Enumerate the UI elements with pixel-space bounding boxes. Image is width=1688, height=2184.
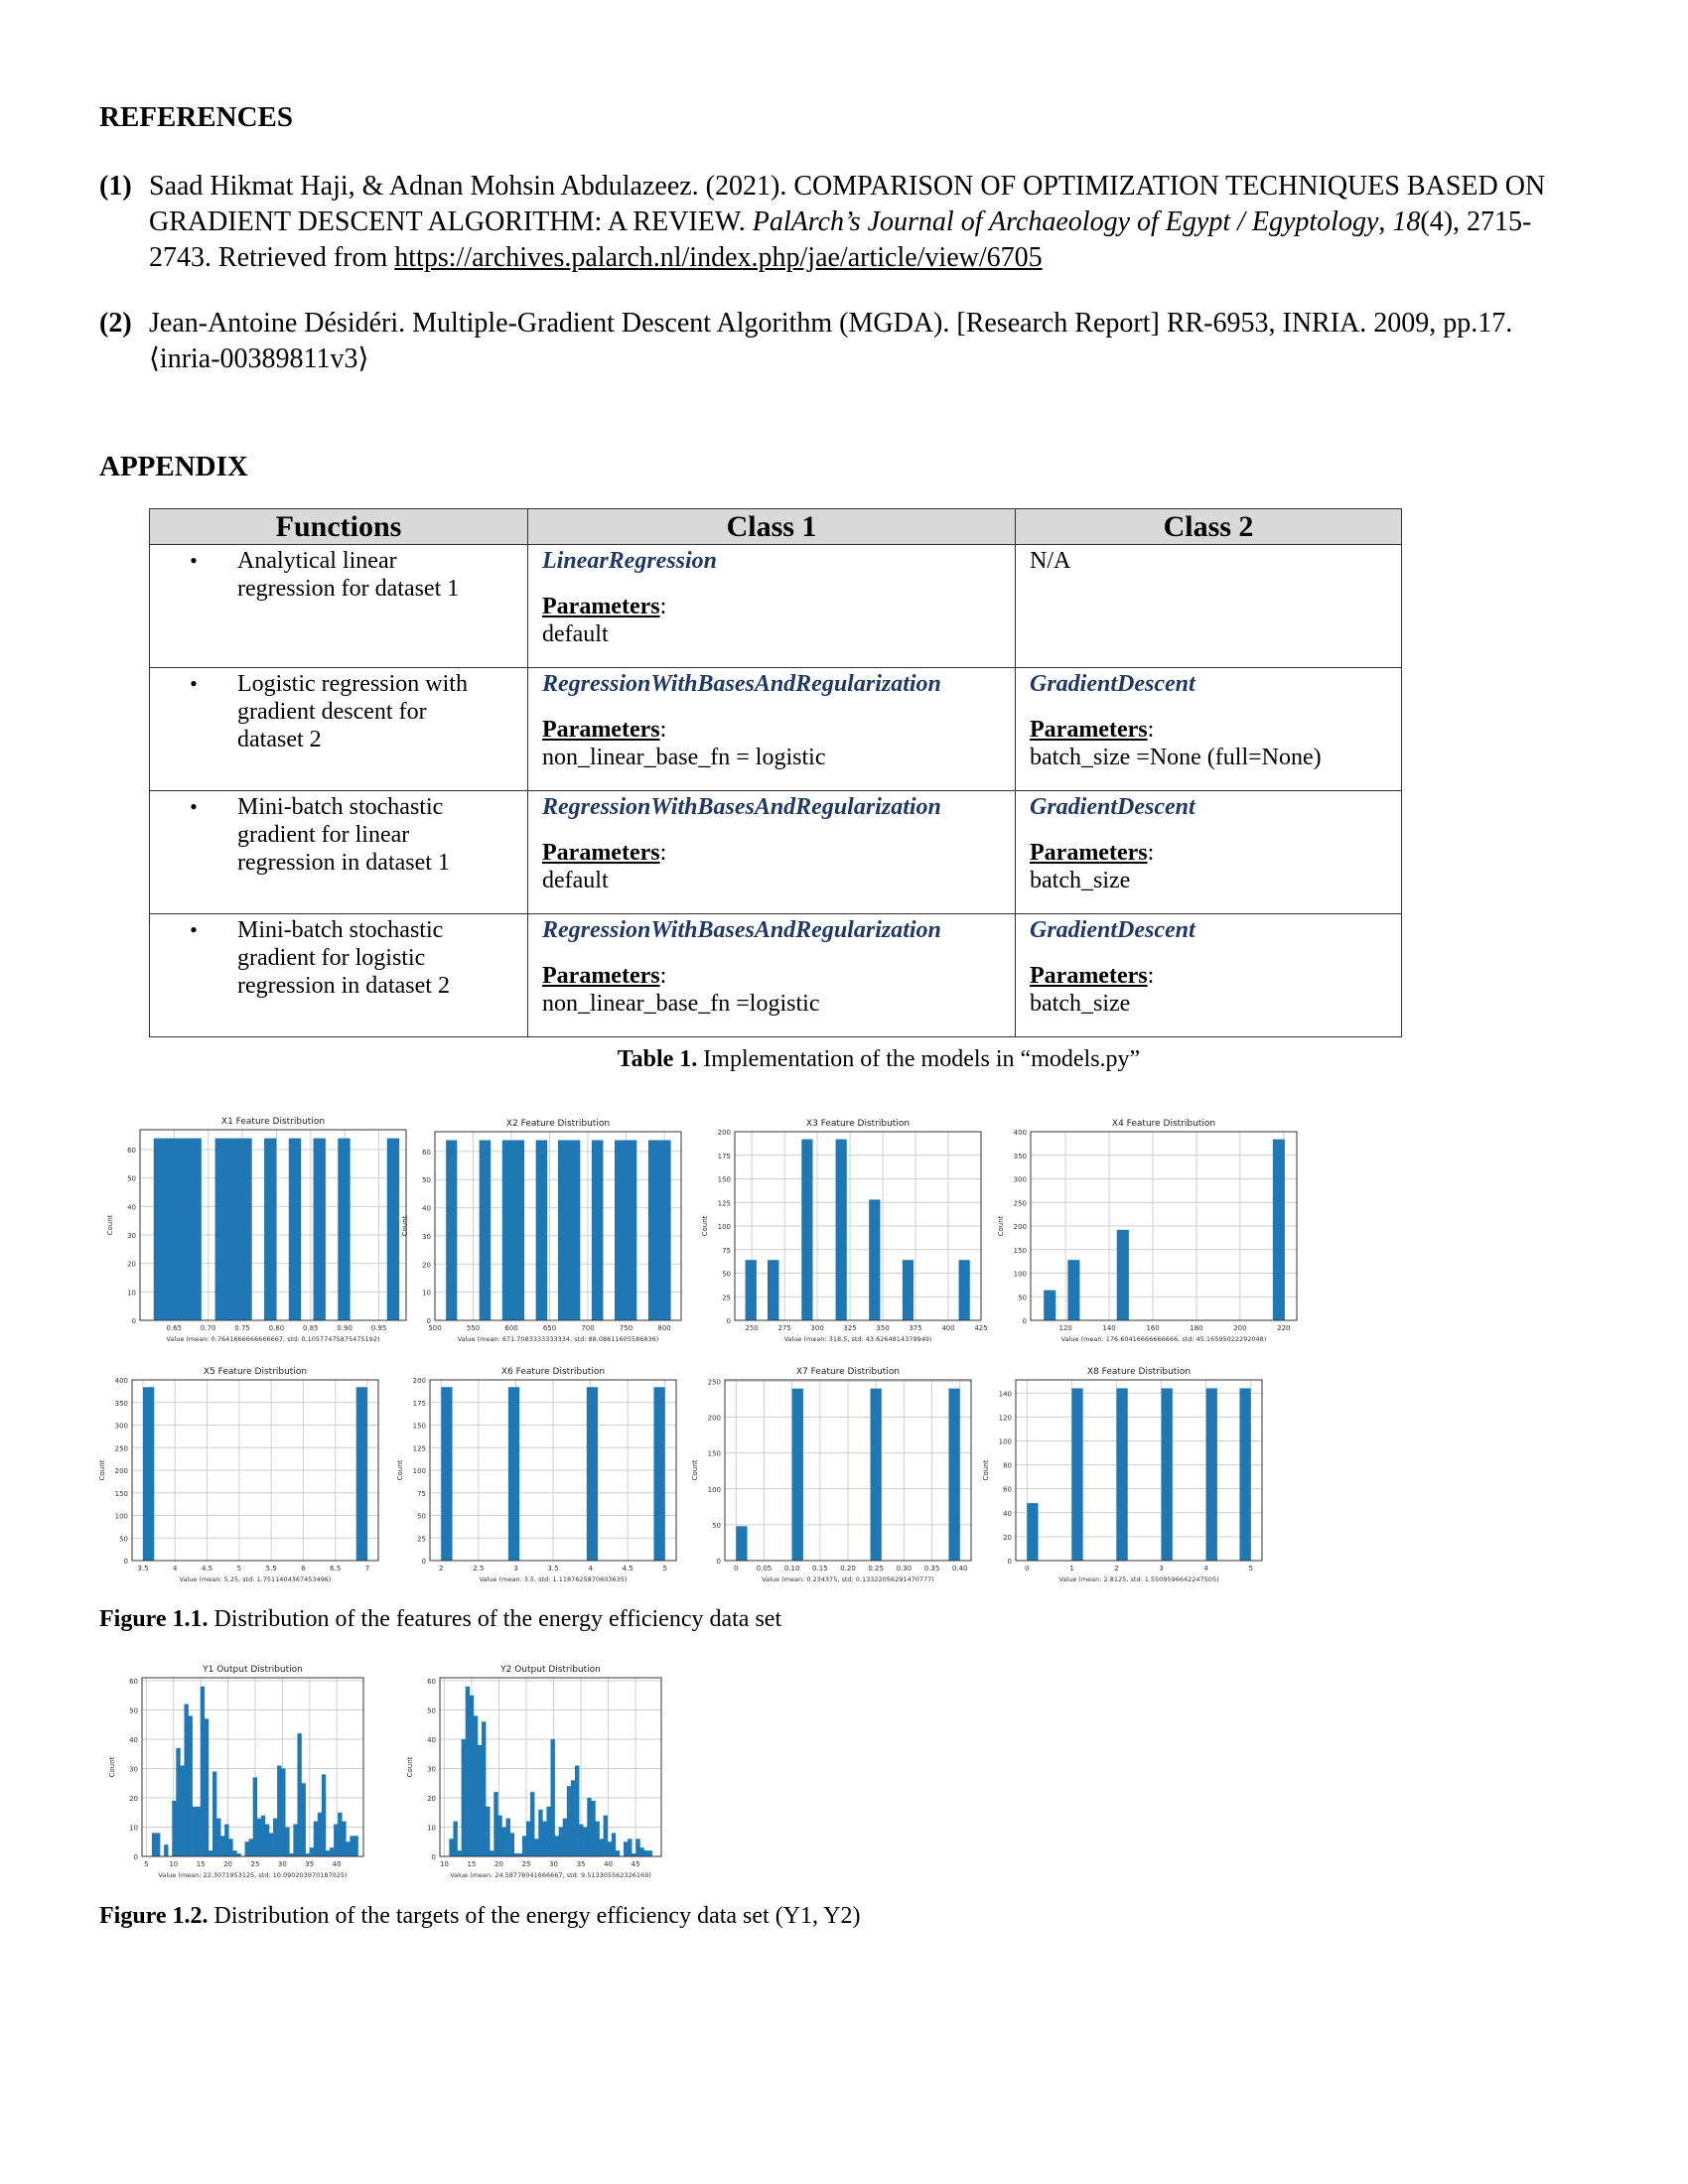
class2-cell bbox=[1016, 914, 1402, 1037]
class2-params: batch_size bbox=[1030, 868, 1131, 893]
svg-text:X7 Feature Distribution: X7 Feature Distribution bbox=[795, 1367, 901, 1377]
svg-text:0: 0 bbox=[716, 1558, 721, 1566]
svg-text:80: 80 bbox=[1003, 1461, 1012, 1470]
svg-text:120: 120 bbox=[998, 1414, 1012, 1423]
svg-text:60: 60 bbox=[422, 1148, 431, 1157]
column-header: Class 1 bbox=[528, 509, 1016, 545]
svg-text:220: 220 bbox=[1277, 1324, 1291, 1332]
svg-text:7: 7 bbox=[364, 1565, 370, 1572]
svg-text:Count: Count bbox=[701, 1215, 709, 1237]
svg-text:30: 30 bbox=[549, 1860, 558, 1868]
svg-text:50: 50 bbox=[712, 1521, 721, 1530]
svg-text:250: 250 bbox=[114, 1444, 128, 1453]
separator: , bbox=[1378, 206, 1393, 237]
svg-text:35: 35 bbox=[576, 1860, 586, 1868]
class1-name: RegressionWithBasesAndRegularization bbox=[542, 671, 941, 697]
svg-text:Value (mean: 22.3071953125, st: Value (mean: 22.3071953125, std: 10.090203970187025) bbox=[158, 1871, 348, 1879]
models-table bbox=[149, 508, 1402, 1037]
svg-text:50: 50 bbox=[422, 1176, 431, 1185]
svg-text:40: 40 bbox=[422, 1204, 431, 1213]
function-text: Mini-batch stochastic gradient for logistic regression in dataset 2 bbox=[237, 917, 450, 999]
svg-text:0.05: 0.05 bbox=[756, 1565, 773, 1572]
svg-text:20: 20 bbox=[422, 1261, 431, 1270]
function-cell bbox=[150, 668, 528, 791]
svg-text:100: 100 bbox=[1013, 1270, 1027, 1279]
function-text: Logistic regression with gradient descent for dataset 2 bbox=[237, 671, 468, 752]
svg-text:0.25: 0.25 bbox=[868, 1565, 884, 1572]
svg-text:140: 140 bbox=[998, 1390, 1012, 1399]
reference-1 bbox=[99, 169, 1559, 276]
svg-text:Count: Count bbox=[98, 1459, 106, 1481]
svg-text:0.80: 0.80 bbox=[268, 1324, 285, 1332]
svg-text:0.15: 0.15 bbox=[812, 1565, 828, 1572]
class2-name: GradientDescent bbox=[1030, 917, 1196, 943]
svg-text:250: 250 bbox=[707, 1378, 721, 1387]
svg-text:Count: Count bbox=[106, 1214, 114, 1236]
class2-params-label: Parameters: bbox=[1030, 840, 1155, 866]
svg-text:50: 50 bbox=[127, 1174, 136, 1183]
svg-text:650: 650 bbox=[542, 1324, 557, 1332]
svg-text:20: 20 bbox=[223, 1860, 233, 1868]
svg-text:200: 200 bbox=[1013, 1223, 1027, 1231]
svg-text:5: 5 bbox=[662, 1565, 667, 1572]
class2-name: N/A bbox=[1030, 548, 1071, 574]
column-header: Functions bbox=[150, 509, 528, 545]
svg-text:180: 180 bbox=[1190, 1324, 1203, 1332]
histogram-chart bbox=[687, 1362, 985, 1590]
svg-text:Value (mean: 0.764166666666666: Value (mean: 0.7641666666666667, std: 0.10577475875475192) bbox=[166, 1335, 380, 1343]
figure-caption-text: Distribution of the targets of the energy efficiency data set (Y1, Y2) bbox=[208, 1903, 861, 1929]
svg-text:400: 400 bbox=[114, 1377, 128, 1385]
class2-cell bbox=[1016, 668, 1402, 791]
svg-text:Count: Count bbox=[997, 1215, 1005, 1237]
svg-text:Count: Count bbox=[396, 1459, 404, 1481]
svg-text:0: 0 bbox=[1022, 1317, 1027, 1325]
svg-text:1: 1 bbox=[1069, 1565, 1074, 1572]
svg-text:300: 300 bbox=[810, 1324, 824, 1332]
function-cell bbox=[150, 791, 528, 914]
svg-text:400: 400 bbox=[1013, 1129, 1027, 1137]
svg-text:200: 200 bbox=[114, 1467, 128, 1475]
svg-text:50: 50 bbox=[722, 1270, 731, 1279]
reference-link[interactable]: https://archives.palarch.nl/index.php/jae/article/view/6705 bbox=[394, 242, 1043, 273]
svg-text:0.20: 0.20 bbox=[840, 1565, 856, 1572]
table-caption-label: Table 1. bbox=[617, 1046, 698, 1072]
svg-text:Count: Count bbox=[406, 1756, 414, 1778]
svg-text:Value (mean: 3.5, std: 1.11876: Value (mean: 3.5, std: 1.1187625870603635) bbox=[479, 1575, 628, 1583]
function-text: Analytical linear regression for dataset 1 bbox=[237, 548, 460, 602]
svg-text:45: 45 bbox=[631, 1860, 640, 1868]
svg-text:0: 0 bbox=[431, 1853, 436, 1861]
histogram-chart bbox=[392, 1362, 690, 1590]
svg-text:425: 425 bbox=[974, 1324, 988, 1332]
svg-text:120: 120 bbox=[1058, 1324, 1072, 1332]
svg-text:550: 550 bbox=[466, 1324, 481, 1332]
svg-text:X1 Feature Distribution: X1 Feature Distribution bbox=[220, 1117, 326, 1127]
svg-text:600: 600 bbox=[504, 1324, 518, 1332]
svg-text:125: 125 bbox=[717, 1199, 731, 1208]
svg-text:60: 60 bbox=[1003, 1485, 1012, 1494]
figure-1-1-caption bbox=[99, 1606, 781, 1633]
svg-text:150: 150 bbox=[114, 1489, 128, 1498]
svg-text:3: 3 bbox=[1159, 1565, 1164, 1572]
svg-text:20: 20 bbox=[1003, 1533, 1012, 1542]
class2-name: GradientDescent bbox=[1030, 794, 1196, 820]
svg-text:700: 700 bbox=[581, 1324, 595, 1332]
svg-text:125: 125 bbox=[412, 1444, 426, 1453]
svg-text:0: 0 bbox=[1007, 1558, 1012, 1566]
svg-text:0: 0 bbox=[1025, 1565, 1030, 1572]
svg-text:20: 20 bbox=[427, 1794, 436, 1803]
svg-text:2.5: 2.5 bbox=[473, 1565, 485, 1572]
svg-text:20: 20 bbox=[494, 1860, 503, 1868]
svg-text:10: 10 bbox=[439, 1860, 449, 1868]
svg-text:25: 25 bbox=[417, 1535, 426, 1544]
svg-text:350: 350 bbox=[876, 1324, 890, 1332]
svg-text:500: 500 bbox=[428, 1324, 442, 1332]
svg-text:175: 175 bbox=[412, 1399, 426, 1408]
bullet-icon: • bbox=[190, 671, 198, 696]
class2-params-label: Parameters: bbox=[1030, 963, 1155, 989]
svg-text:200: 200 bbox=[717, 1129, 731, 1137]
svg-text:Count: Count bbox=[108, 1756, 116, 1778]
svg-text:30: 30 bbox=[129, 1765, 138, 1774]
figure-1-2-caption bbox=[99, 1903, 860, 1930]
svg-text:4: 4 bbox=[1203, 1565, 1208, 1572]
svg-text:0: 0 bbox=[426, 1317, 431, 1325]
svg-text:375: 375 bbox=[909, 1324, 922, 1332]
table-caption-text: Implementation of the models in “models.py” bbox=[697, 1046, 1141, 1072]
histogram-chart bbox=[697, 1114, 995, 1350]
histogram-chart bbox=[102, 1112, 420, 1350]
svg-text:Value (mean: 24.58776041666667: Value (mean: 24.58776041666667, std: 9.513305562326169) bbox=[450, 1871, 651, 1879]
function-cell bbox=[150, 545, 528, 668]
svg-text:0: 0 bbox=[734, 1565, 739, 1572]
svg-text:100: 100 bbox=[998, 1437, 1012, 1446]
svg-text:250: 250 bbox=[745, 1324, 759, 1332]
svg-text:100: 100 bbox=[114, 1512, 128, 1521]
volume: 18 bbox=[1392, 206, 1421, 237]
svg-text:X3 Feature Distribution: X3 Feature Distribution bbox=[805, 1119, 911, 1129]
svg-text:X8 Feature Distribution: X8 Feature Distribution bbox=[1086, 1367, 1192, 1377]
svg-text:Value (mean: 176.6041666666666: Value (mean: 176.60416666666666, std: 45.16595022292048) bbox=[1060, 1335, 1267, 1343]
svg-text:0.30: 0.30 bbox=[896, 1565, 913, 1572]
svg-text:Value (mean: 0.234375, std: 0.: Value (mean: 0.234375, std: 0.13322056291470777) bbox=[762, 1575, 934, 1583]
svg-text:50: 50 bbox=[119, 1535, 128, 1544]
svg-text:25: 25 bbox=[250, 1860, 260, 1868]
histogram-chart bbox=[104, 1660, 377, 1886]
svg-text:140: 140 bbox=[1102, 1324, 1116, 1332]
class1-params: non_linear_base_fn = logistic bbox=[542, 745, 826, 770]
svg-text:30: 30 bbox=[277, 1860, 287, 1868]
histogram-chart bbox=[94, 1362, 392, 1590]
class1-cell bbox=[528, 545, 1016, 668]
reference-number: (2) bbox=[99, 308, 132, 339]
reference-number: (1) bbox=[99, 171, 132, 202]
svg-text:200: 200 bbox=[1233, 1324, 1247, 1332]
svg-text:50: 50 bbox=[427, 1706, 436, 1715]
svg-text:5: 5 bbox=[144, 1860, 149, 1868]
svg-text:40: 40 bbox=[1003, 1509, 1012, 1518]
svg-text:3: 3 bbox=[513, 1565, 518, 1572]
svg-text:400: 400 bbox=[941, 1324, 955, 1332]
class1-name: LinearRegression bbox=[542, 548, 718, 574]
svg-text:Value (mean: 318.5, std: 43.62: Value (mean: 318.5, std: 43.6264814379949) bbox=[783, 1335, 932, 1343]
class2-params: batch_size =None (full=None) bbox=[1030, 745, 1322, 770]
svg-text:4: 4 bbox=[173, 1565, 178, 1572]
svg-text:0.10: 0.10 bbox=[783, 1565, 800, 1572]
table-caption bbox=[0, 1046, 1688, 1073]
class1-cell bbox=[528, 914, 1016, 1037]
svg-text:X4 Feature Distribution: X4 Feature Distribution bbox=[1111, 1119, 1216, 1129]
svg-text:100: 100 bbox=[717, 1223, 731, 1231]
function-cell bbox=[150, 914, 528, 1037]
svg-text:0: 0 bbox=[123, 1558, 128, 1566]
histogram-chart bbox=[993, 1114, 1311, 1350]
figure-caption-label: Figure 1.1. bbox=[99, 1606, 209, 1632]
svg-text:40: 40 bbox=[332, 1860, 342, 1868]
svg-text:100: 100 bbox=[707, 1485, 721, 1494]
svg-text:X5 Feature Distribution: X5 Feature Distribution bbox=[203, 1367, 308, 1377]
svg-text:150: 150 bbox=[717, 1175, 731, 1184]
table-row bbox=[150, 791, 1402, 914]
svg-text:25: 25 bbox=[521, 1860, 531, 1868]
class2-name: GradientDescent bbox=[1030, 671, 1196, 697]
table-row bbox=[150, 545, 1402, 668]
class1-name: RegressionWithBasesAndRegularization bbox=[542, 917, 941, 943]
class2-cell bbox=[1016, 791, 1402, 914]
class1-name: RegressionWithBasesAndRegularization bbox=[542, 794, 941, 820]
svg-text:4.5: 4.5 bbox=[622, 1565, 633, 1572]
class1-params-label: Parameters: bbox=[542, 594, 667, 619]
svg-text:75: 75 bbox=[722, 1246, 731, 1255]
svg-text:750: 750 bbox=[619, 1324, 633, 1332]
class1-params: default bbox=[542, 621, 609, 647]
class1-params-label: Parameters: bbox=[542, 717, 667, 743]
column-header: Class 2 bbox=[1016, 509, 1402, 545]
svg-text:Value (mean: 2.8125, std: 1.55: Value (mean: 2.8125, std: 1.5509596642247505) bbox=[1058, 1575, 1219, 1583]
svg-text:0: 0 bbox=[131, 1317, 136, 1325]
svg-text:6: 6 bbox=[301, 1565, 306, 1572]
svg-text:275: 275 bbox=[777, 1324, 791, 1332]
bullet-icon: • bbox=[190, 917, 198, 942]
table-row bbox=[150, 668, 1402, 791]
svg-text:10: 10 bbox=[427, 1824, 436, 1833]
class1-cell bbox=[528, 668, 1016, 791]
svg-text:0: 0 bbox=[726, 1317, 731, 1325]
svg-text:0.35: 0.35 bbox=[923, 1565, 940, 1572]
svg-text:10: 10 bbox=[129, 1824, 138, 1833]
svg-text:40: 40 bbox=[129, 1735, 138, 1744]
svg-text:Count: Count bbox=[691, 1459, 699, 1481]
svg-text:40: 40 bbox=[127, 1203, 136, 1212]
svg-text:0.65: 0.65 bbox=[166, 1324, 183, 1332]
bullet-icon: • bbox=[190, 794, 198, 819]
svg-text:3.5: 3.5 bbox=[137, 1565, 149, 1572]
class1-params-label: Parameters: bbox=[542, 840, 667, 866]
svg-text:325: 325 bbox=[843, 1324, 857, 1332]
svg-text:3.5: 3.5 bbox=[547, 1565, 559, 1572]
svg-text:0.70: 0.70 bbox=[200, 1324, 216, 1332]
svg-text:Count: Count bbox=[982, 1459, 990, 1481]
svg-text:150: 150 bbox=[707, 1449, 721, 1458]
svg-text:200: 200 bbox=[707, 1414, 721, 1423]
svg-text:10: 10 bbox=[422, 1289, 431, 1297]
svg-text:50: 50 bbox=[417, 1512, 426, 1521]
svg-text:0.40: 0.40 bbox=[951, 1565, 968, 1572]
journal-name: PalArch’s Journal of Archaeology of Egypt / Egyptology bbox=[752, 206, 1379, 237]
class1-cell bbox=[528, 791, 1016, 914]
svg-text:Y2 Output Distribution: Y2 Output Distribution bbox=[500, 1665, 601, 1675]
svg-text:0.85: 0.85 bbox=[302, 1324, 319, 1332]
figure-caption-text: Distribution of the features of the energy efficiency data set bbox=[208, 1606, 782, 1632]
svg-text:0.95: 0.95 bbox=[370, 1324, 387, 1332]
svg-text:5: 5 bbox=[236, 1565, 242, 1572]
svg-text:300: 300 bbox=[114, 1422, 128, 1431]
svg-text:150: 150 bbox=[1013, 1246, 1027, 1255]
svg-text:350: 350 bbox=[1013, 1152, 1027, 1160]
class2-params: batch_size bbox=[1030, 991, 1131, 1017]
svg-text:Value (mean: 671.7083333333334: Value (mean: 671.7083333333334, std: 88.08611605586836) bbox=[457, 1335, 659, 1343]
svg-text:20: 20 bbox=[127, 1260, 136, 1269]
svg-text:Y1 Output Distribution: Y1 Output Distribution bbox=[203, 1665, 303, 1675]
svg-text:5.5: 5.5 bbox=[265, 1565, 277, 1572]
reference-text: Saad Hikmat Haji, & Adnan Mohsin Abdulazeez. (2021). COMPARISON OF OPTIMIZATION TECHNIQUES BASED ON GRADIENT DESCENT ALGORITHM: A REVIEW. bbox=[149, 171, 1546, 237]
svg-text:2: 2 bbox=[1114, 1565, 1119, 1572]
svg-text:25: 25 bbox=[722, 1294, 731, 1302]
svg-text:20: 20 bbox=[129, 1794, 138, 1803]
class1-params-label: Parameters: bbox=[542, 963, 667, 989]
bullet-icon: • bbox=[190, 548, 198, 573]
svg-text:6.5: 6.5 bbox=[330, 1565, 342, 1572]
svg-text:350: 350 bbox=[114, 1399, 128, 1408]
class1-params: non_linear_base_fn =logistic bbox=[542, 991, 820, 1017]
svg-text:200: 200 bbox=[412, 1377, 426, 1385]
svg-text:0: 0 bbox=[133, 1853, 138, 1861]
svg-text:10: 10 bbox=[169, 1860, 179, 1868]
svg-text:300: 300 bbox=[1013, 1175, 1027, 1184]
histogram-chart bbox=[402, 1660, 675, 1886]
svg-text:0.90: 0.90 bbox=[337, 1324, 352, 1332]
svg-text:Count: Count bbox=[401, 1215, 409, 1237]
svg-text:175: 175 bbox=[717, 1152, 731, 1160]
reference-text: Jean-Antoine Désidéri. Multiple-Gradient Descent Algorithm (MGDA). [Research Report] RR-6953, INRIA. 2009, pp.17. ⟨inria-00389811v3⟩ bbox=[149, 308, 1513, 374]
svg-text:160: 160 bbox=[1146, 1324, 1160, 1332]
svg-text:0.75: 0.75 bbox=[234, 1324, 250, 1332]
table-header-row bbox=[150, 509, 1402, 545]
svg-text:250: 250 bbox=[1013, 1199, 1027, 1208]
svg-text:40: 40 bbox=[604, 1860, 614, 1868]
svg-text:100: 100 bbox=[412, 1467, 426, 1475]
issue-pages: (4), 2715-2743. Retrieved from bbox=[149, 206, 1532, 273]
reference-2 bbox=[99, 306, 1559, 377]
svg-text:60: 60 bbox=[427, 1677, 436, 1686]
svg-text:2: 2 bbox=[439, 1565, 444, 1572]
svg-text:60: 60 bbox=[129, 1677, 138, 1686]
svg-text:4.5: 4.5 bbox=[201, 1565, 213, 1572]
svg-text:15: 15 bbox=[467, 1860, 477, 1868]
table-row bbox=[150, 914, 1402, 1037]
svg-text:X2 Feature Distribution: X2 Feature Distribution bbox=[505, 1119, 611, 1129]
svg-text:40: 40 bbox=[427, 1735, 436, 1744]
class2-params-label: Parameters: bbox=[1030, 717, 1155, 743]
histogram-chart bbox=[978, 1362, 1276, 1590]
svg-text:30: 30 bbox=[422, 1232, 431, 1241]
appendix-heading: APPENDIX bbox=[99, 451, 248, 482]
svg-text:10: 10 bbox=[127, 1289, 136, 1297]
svg-text:50: 50 bbox=[129, 1706, 138, 1715]
svg-text:60: 60 bbox=[127, 1147, 136, 1156]
class2-cell bbox=[1016, 545, 1402, 668]
figure-caption-label: Figure 1.2. bbox=[99, 1903, 209, 1929]
svg-text:Value (mean: 5.25, std: 1.7511: Value (mean: 5.25, std: 1.7511404367453496) bbox=[179, 1575, 332, 1583]
references-heading: REFERENCES bbox=[99, 101, 293, 133]
svg-text:50: 50 bbox=[1018, 1294, 1027, 1302]
class1-params: default bbox=[542, 868, 609, 893]
svg-text:75: 75 bbox=[417, 1489, 426, 1498]
svg-text:30: 30 bbox=[427, 1765, 436, 1774]
svg-text:X6 Feature Distribution: X6 Feature Distribution bbox=[500, 1367, 606, 1377]
function-text: Mini-batch stochastic gradient for linear regression in dataset 1 bbox=[237, 794, 450, 876]
svg-text:35: 35 bbox=[305, 1860, 315, 1868]
svg-text:15: 15 bbox=[196, 1860, 206, 1868]
svg-text:150: 150 bbox=[412, 1422, 426, 1431]
svg-text:800: 800 bbox=[657, 1324, 671, 1332]
histogram-chart bbox=[397, 1114, 695, 1350]
svg-text:0: 0 bbox=[421, 1558, 426, 1566]
svg-text:4: 4 bbox=[588, 1565, 593, 1572]
svg-text:5: 5 bbox=[1248, 1565, 1253, 1572]
svg-text:30: 30 bbox=[127, 1232, 136, 1241]
